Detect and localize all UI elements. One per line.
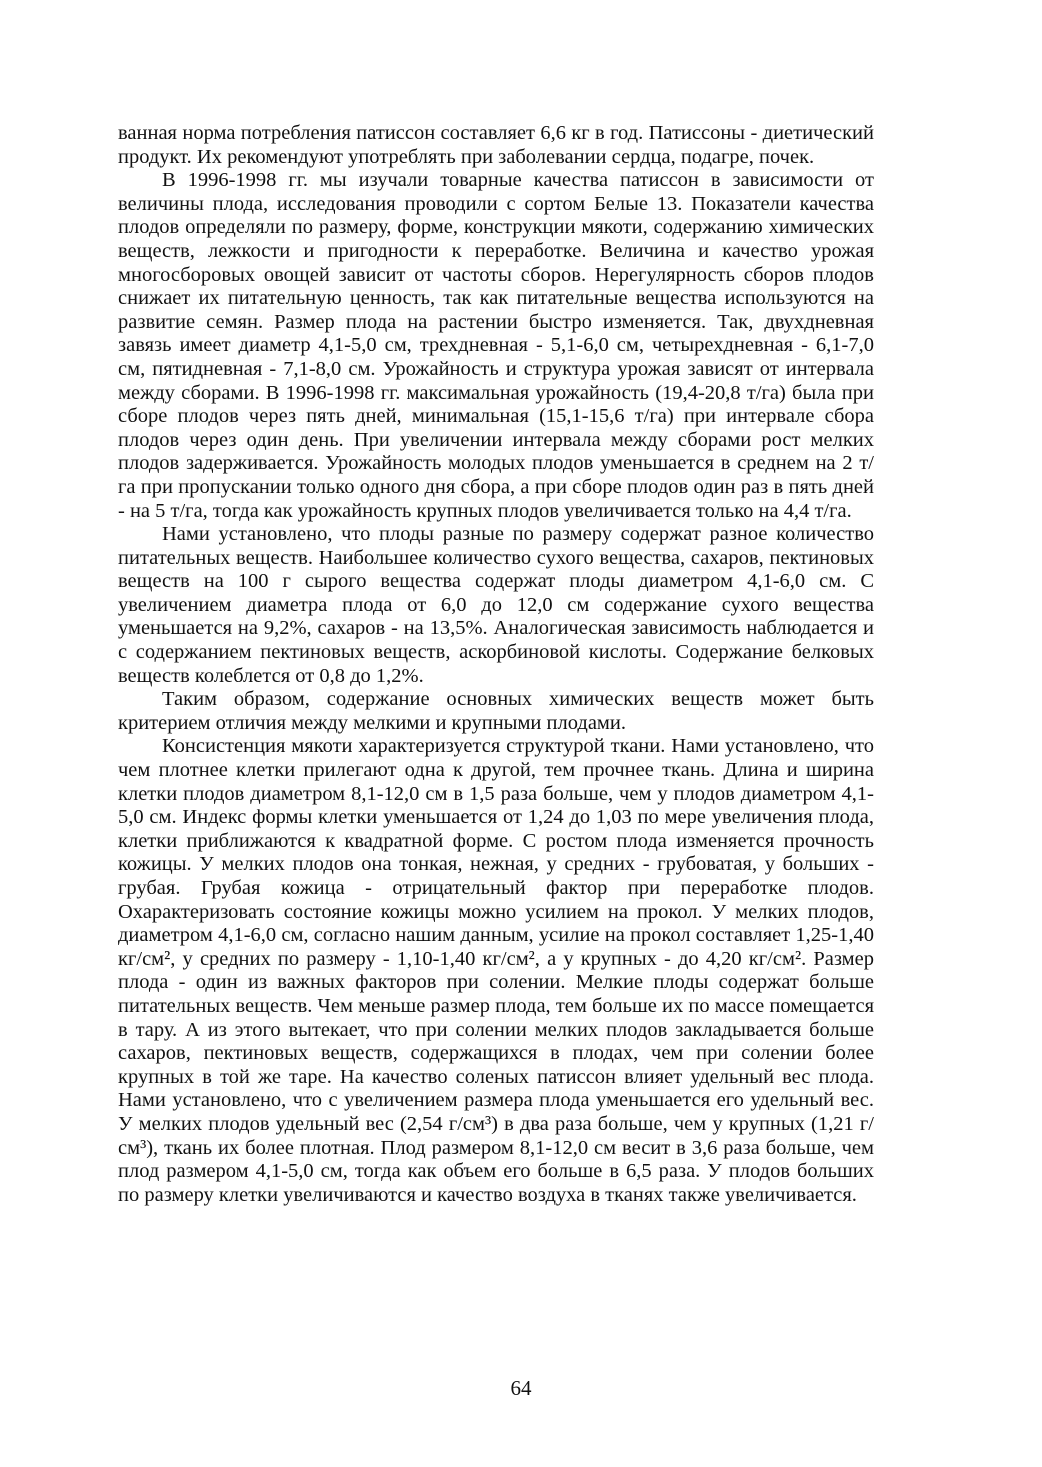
page-number: 64 xyxy=(510,1376,532,1400)
paragraph-commodity-qualities: В 1996-1998 гг. мы изучали товарные качества патиссон в зависимости от величины плода, исследования проводили с сортом Белые 13. Показатели качества плодов определяли по размеру, форме, конструкции мякоти, содержанию химических веществ, лежкости и пригодности к переработке. Величина и качество урожая многосборовых овощей зависит от частоты сборов. Нерегулярность сборов плодов снижает их питательную ценность, так как питательные вещества используются на развитие семян. Размер плода на растении быстро изменяется. Так, двухдневная завязь имеет диаметр 4,1-5,0 см, трехдневная - 5,1-6,0 см, четырехдневная - 6,1-7,0 см, пятидневная - 7,1-8,0 см. Урожайность и структура урожая зависят от интервала между сборами. В 1996-1998 гг. максимальная урожайность (19,4-20,8 т/га) была при сборе плодов через пять дней, минимальная (15,1-15,6 т/га) при интервале сбора плодов через один день. При увеличении интервала между сборами рост мелких плодов задерживается. Урожайность молодых плодов уменьшается в среднем на 2 т/га при пропускании только одного дня сбора, а при сборе плодов один раз в пять дней - на 5 т/га, тогда как урожайность крупных плодов увеличивается только на 4,4 т/га. xyxy=(118,169,874,522)
paragraph-continuation: ванная норма потребления патиссон составляет 6,6 кг в год. Патиссоны - диетический продукт. Их рекомендуют употреблять при заболевании сердца, подагре, почек. xyxy=(118,122,874,168)
paragraph-pulp-consistency: Консистенция мякоти характеризуется структурой ткани. Нами установлено, что чем плотнее клетки прилегают одна к другой, тем прочнее ткань. Длина и ширина клетки плодов диаметром 8,1-12,0 см в 1,5 раза больше, чем у плодов диаметром 4,1-5,0 см. Индекс формы клетки уменьшается от 1,24 до 1,03 по мере увеличения плода, клетки приближаются к квадратной форме. С ростом плода изменяется прочность кожицы. У мелких плодов она тонкая, нежная, у средних - грубоватая, у больших - грубая. Грубая кожица - отрицательный фактор при переработке плодов. Охарактеризовать состояние кожицы можно усилием на прокол. У мелких плодов, диаметром 4,1-6,0 см, согласно нашим данным, усилие на прокол составляет 1,25-1,40 кг/см², у средних по размеру - 1,10-1,40 кг/см², а у крупных - до 4,20 кг/см². Размер плода - один из важных факторов при солении. Мелкие плоды содержат больше питательных веществ. Чем меньше размер плода, тем больше их по массе помещается в тару. А из этого вытекает, что при солении мелких плодов закладывается больше сахаров, пектиновых веществ, содержащихся в плодах, чем при солении более крупных в той же таре. На качество соленых патиссон влияет удельный вес плода. Нами установлено, что с увеличением размера плода уменьшается его удельный вес. У мелких плодов удельный вес (2,54 г/см³) в два раза больше, чем у крупных (1,21 г/см³), ткань их более плотная. Плод размером 8,1-12,0 см весит в 3,6 раза больше, чем плод размером 4,1-5,0 см, тогда как объем его больше в 6,5 раза. У плодов больших по размеру клетки увеличиваются и качество воздуха в тканях также увеличивается. xyxy=(118,735,874,1206)
paragraph-nutrients: Нами установлено, что плоды разные по размеру содержат разное количество питательных веществ. Наибольшее количество сухого вещества, сахаров, пектиновых веществ на 100 г сырого вещества содержат плоды диаметром 4,1-6,0 см. С увеличением диаметра плода от 6,0 до 12,0 см содержание сухого вещества уменьшается на 9,2%, сахаров - на 13,5%. Аналогическая зависимость наблюдается и с содержанием пектиновых веществ, аскорбиновой кислоты. Содержание белковых веществ колеблется от 0,8 до 1,2%. xyxy=(118,523,874,687)
paragraph-conclusion: Таким образом, содержание основных химических веществ может быть критерием отличия между мелкими и крупными плодами. xyxy=(118,688,874,734)
document-body xyxy=(118,122,874,1207)
